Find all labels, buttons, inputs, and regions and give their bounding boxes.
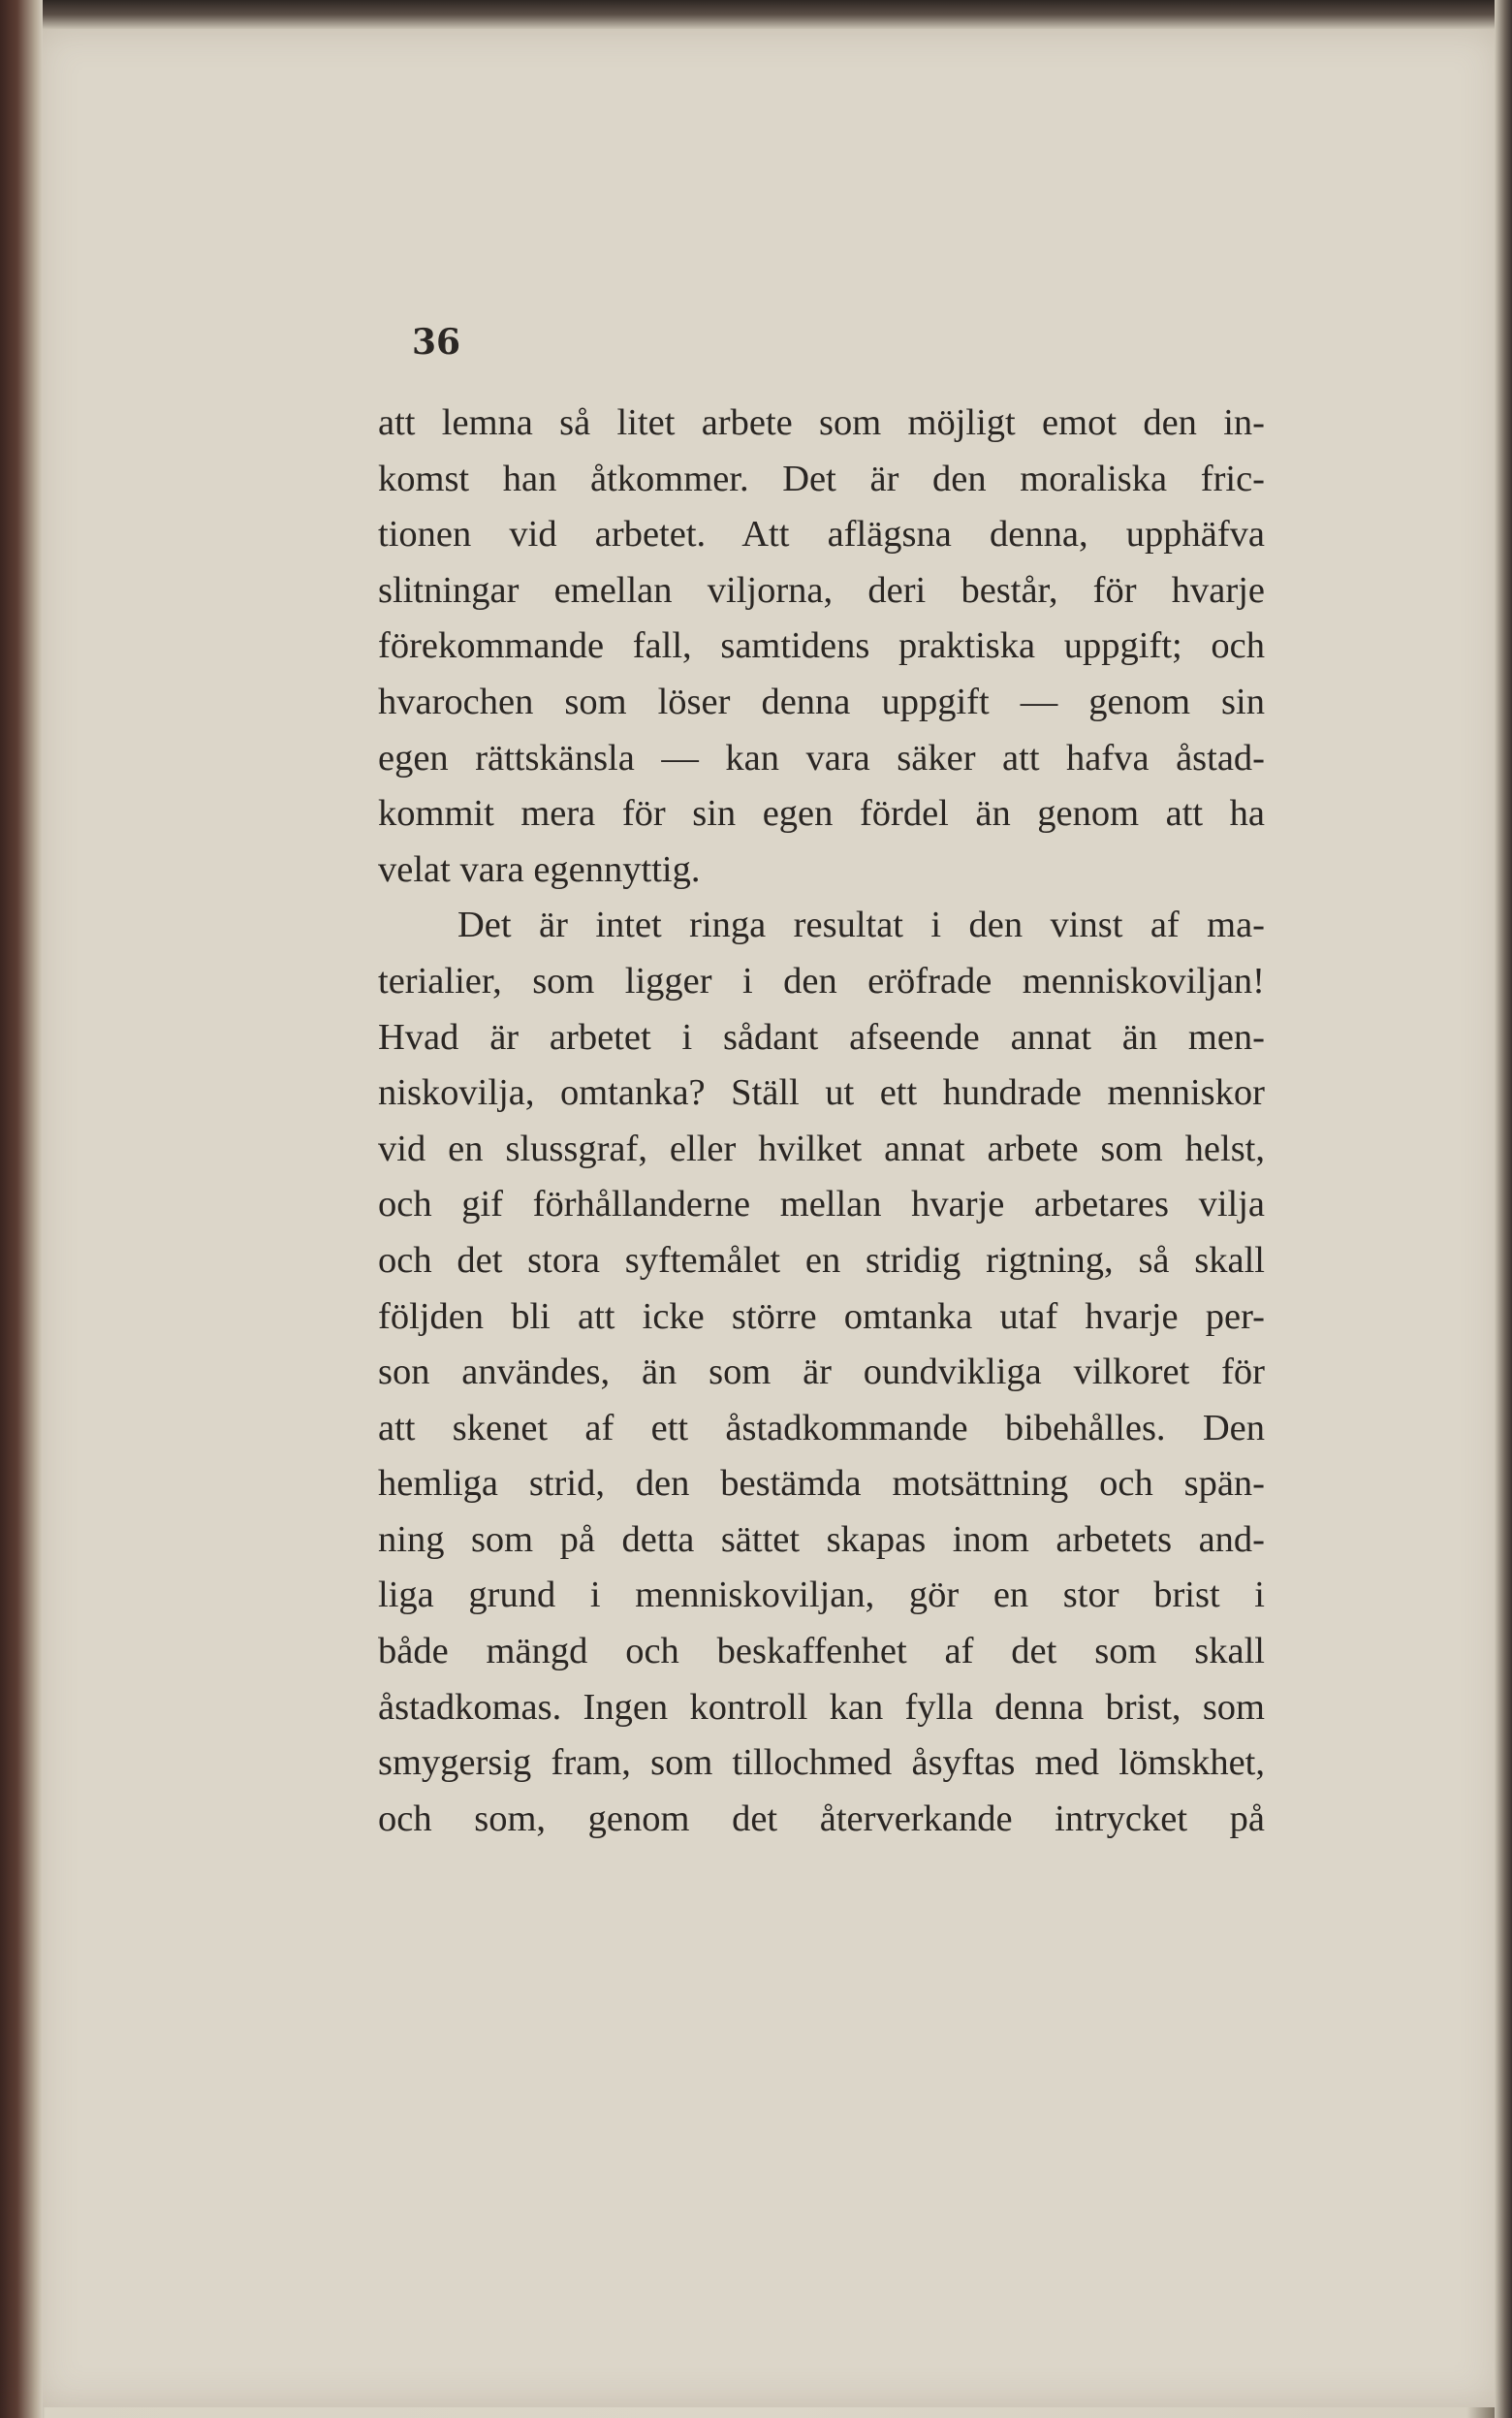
page-number: 36	[412, 322, 461, 363]
text-line: vid en slussgraf, eller hvilket annat arbete som helst,	[378, 1128, 1265, 1169]
text-line: slitningar emellan viljorna, deri består, för hvarje	[378, 569, 1265, 611]
text-line: följden bli att icke större omtanka utaf hvarje per-	[378, 1295, 1265, 1337]
page-right-edge	[1495, 0, 1512, 2418]
book-spine-edge	[0, 0, 43, 2418]
text-line: hemliga strid, den bestämda motsättning och spän-	[378, 1463, 1265, 1505]
text-line: att skenet af ett åstadkommande bibehålles. Den	[378, 1407, 1265, 1448]
text-line: kommit mera för sin egen fördel än genom att ha	[378, 793, 1265, 835]
text-line: Det är intet ringa resultat i den vinst af ma-	[457, 905, 1265, 946]
text-line: Hvad är arbetet i sådant afseende annat än men-	[378, 1016, 1265, 1058]
page-top-edge	[0, 0, 1512, 29]
text-line: att lemna så litet arbete som möjligt emot den in-	[378, 402, 1265, 443]
text-line: och som, genom det återverkande intrycket på	[378, 1798, 1265, 1839]
body-text	[378, 396, 1265, 1847]
text-line: förekommande fall, samtidens praktiska uppgift; och	[378, 625, 1265, 667]
text-line: niskovilja, omtanka? Ställ ut ett hundrade menniskor	[378, 1072, 1265, 1114]
text-line: komst han åtkommer. Det är den moraliska fric-	[378, 458, 1265, 499]
text-line: ning som på detta sättet skapas inom arbetets and-	[378, 1518, 1265, 1560]
text-line: son användes, än som är oundvikliga vilkoret för	[378, 1352, 1265, 1393]
text-line: velat vara egennyttig.	[378, 848, 701, 890]
text-line: hvarochen som löser denna uppgift — genom sin	[378, 681, 1265, 722]
text-line: smygersig fram, som tillochmed åsyftas med lömskhet,	[378, 1742, 1265, 1784]
text-line: och det stora syftemålet en stridig rigtning, så skall	[378, 1239, 1265, 1281]
text-line: både mängd och beskaffenhet af det som skall	[378, 1631, 1265, 1672]
text-line: åstadkomas. Ingen kontroll kan fylla denna brist, som	[378, 1686, 1265, 1728]
text-line: terialier, som ligger i den eröfrade menniskoviljan!	[378, 960, 1265, 1002]
text-line: och gif förhållanderne mellan hvarje arbetares vilja	[378, 1184, 1265, 1225]
text-line: tionen vid arbetet. Att aflägsna denna, upphäfva	[378, 514, 1265, 556]
text-line: liga grund i menniskoviljan, gör en stor brist i	[378, 1575, 1265, 1616]
text-line: egen rättskänsla — kan vara säker att hafva åstad-	[378, 737, 1265, 779]
